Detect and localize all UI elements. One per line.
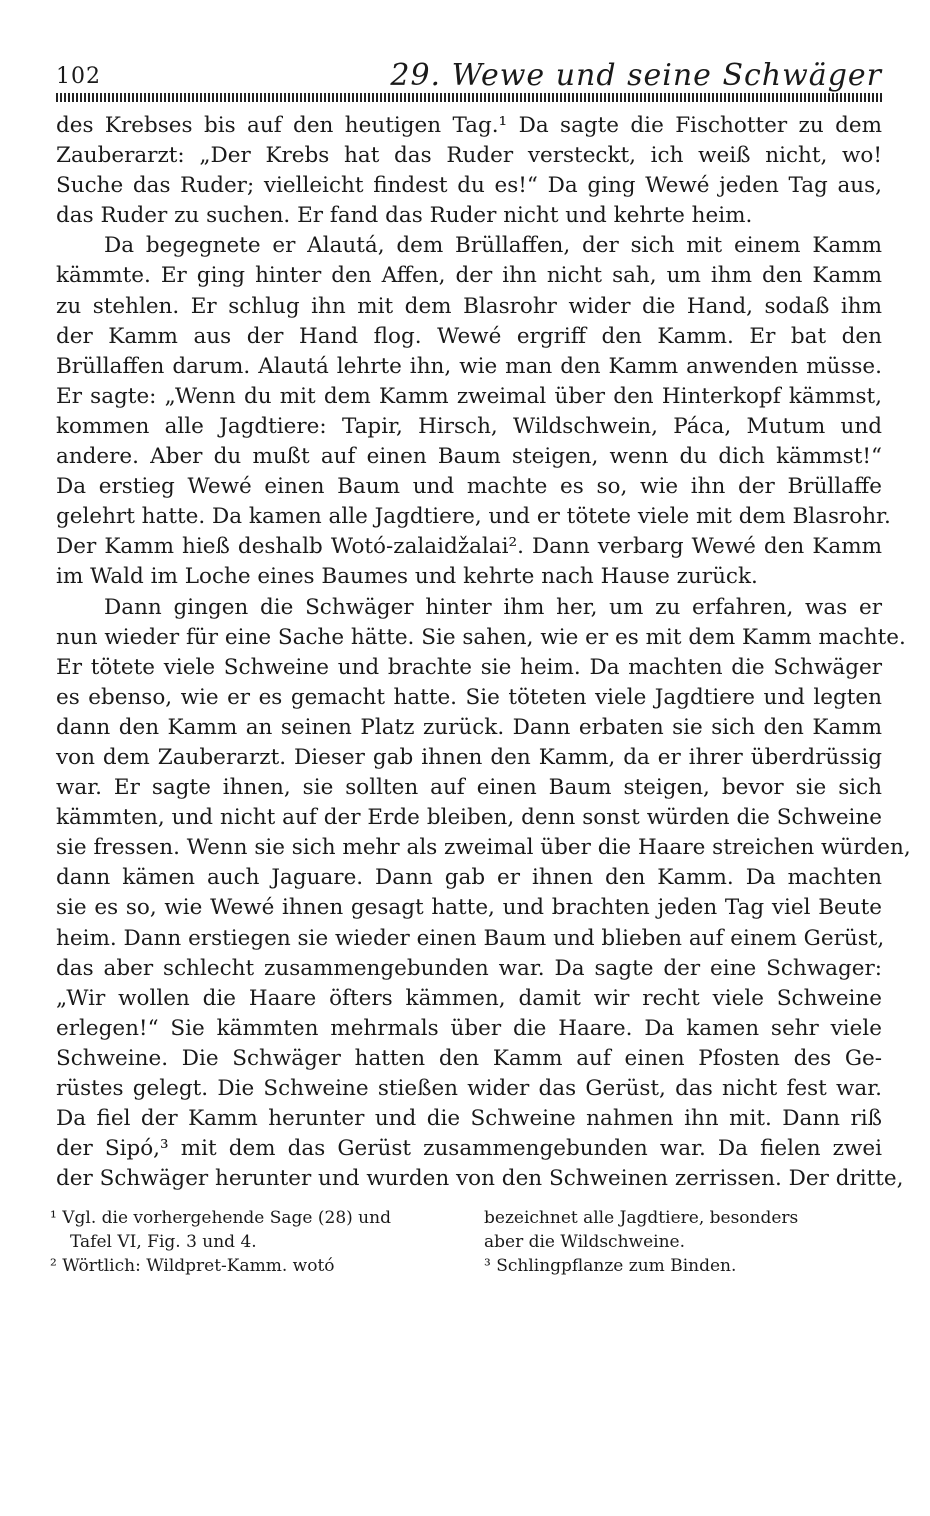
footnote-line: ³ Schlingpflanze zum Binden. — [484, 1256, 737, 1276]
text-line: Da begegnete er Alautá, dem Brüllaffen, der sich mit einem Kamm — [104, 233, 882, 259]
page-header — [56, 58, 882, 93]
footnote-line: ² Wörtlich: Wildpret-Kamm. wotó — [50, 1256, 335, 1276]
text-line: Der Kamm hieß deshalb Wotó-zalaidžalai². Dann verbarg Wewé den Kamm — [56, 534, 882, 560]
text-line: gelehrt hatte. Da kamen alle Jagdtiere, und er tötete viele mit dem Blasrohr. — [56, 504, 891, 530]
text-line: der Sipó,³ mit dem das Gerüst zusammengebunden war. Da fielen zwei — [56, 1136, 882, 1162]
text-line: Suche das Ruder; vielleicht findest du es!“ Da ging Wewé jeden Tag aus, — [56, 173, 882, 199]
text-line: Er sagte: „Wenn du mit dem Kamm zweimal über den Hinterkopf kämmst, — [56, 383, 882, 409]
text-line: war. Er sagte ihnen, sie sollten auf einen Baum steigen, bevor sie sich — [56, 775, 882, 801]
text-line: heim. Dann erstiegen sie wieder einen Baum und blieben auf einem Gerüst, — [56, 925, 885, 951]
text-line: andere. Aber du mußt auf einen Baum steigen, wenn du dich kämmst!“ — [56, 444, 882, 470]
footnote-line: aber die Wildschweine. — [484, 1232, 685, 1252]
text-line: Schweine. Die Schwäger hatten den Kamm auf einen Pfosten des Ge- — [56, 1045, 882, 1071]
running-title: 29. Wewe und seine Schwäger — [390, 58, 882, 93]
text-line: Da fiel der Kamm herunter und die Schweine nahmen ihn mit. Dann riß — [56, 1106, 882, 1132]
text-line: erlegen!“ Sie kämmten mehrmals über die Haare. Da kamen sehr viele — [56, 1015, 882, 1041]
text-line: rüstes gelegt. Die Schweine stießen wider das Gerüst, das nicht fest war. — [56, 1076, 882, 1101]
page-number: 102 — [56, 64, 101, 89]
text-line: kommen alle Jagdtiere: Tapir, Hirsch, Wildschwein, Páca, Mutum und — [56, 413, 882, 439]
text-line: des Krebses bis auf den heutigen Tag.¹ Da sagte die Fischotter zu dem — [56, 113, 882, 138]
text-line: nun wieder für eine Sache hätte. Sie sahen, wie er es mit dem Kamm machte. — [56, 624, 906, 650]
text-line: „Wir wollen die Haare öfters kämmen, damit wir recht viele Schweine — [56, 985, 882, 1011]
footnote-line: ¹ Vgl. die vorhergehende Sage (28) und — [50, 1208, 391, 1228]
text-line: das Ruder zu suchen. Er fand das Ruder nicht und kehrte heim. — [56, 203, 753, 229]
text-line: Dann gingen die Schwäger hinter ihm her, um zu erfahren, was er — [104, 594, 882, 620]
text-line: zu stehlen. Er schlug ihn mit dem Blasrohr wider die Hand, sodaß ihm — [56, 293, 882, 319]
text-line: dann kämen auch Jaguare. Dann gab er ihnen den Kamm. Da machten — [56, 865, 882, 891]
footnote-line: bezeichnet alle Jagdtiere, besonders — [484, 1208, 799, 1228]
text-line: Er tötete viele Schweine und brachte sie heim. Da machten die Schwäger — [56, 654, 882, 680]
footnote-line: Tafel VI, Fig. 3 und 4. — [70, 1232, 257, 1252]
footnotes-right-column — [484, 1206, 884, 1278]
text-line: das aber schlecht zusammengebunden war. Da sagte der eine Schwager: — [56, 955, 882, 981]
text-line: im Wald im Loche eines Baumes und kehrte nach Hause zurück. — [56, 564, 758, 590]
text-line: von dem Zauberarzt. Dieser gab ihnen den Kamm, da er ihrer überdrüssig — [56, 744, 882, 770]
text-line: Brüllaffen darum. Alautá lehrte ihn, wie man den Kamm anwenden müsse. — [56, 353, 882, 379]
text-line: Zauberarzt: „Der Krebs hat das Ruder versteckt, ich weiß nicht, wo! — [56, 143, 882, 169]
text-line: der Schwäger herunter und wurden von den Schweinen zerrissen. Der dritte, — [56, 1166, 904, 1192]
body-text — [56, 111, 911, 1194]
text-line: es ebenso, wie er es gemacht hatte. Sie töteten viele Jagdtiere und legten — [56, 684, 882, 710]
text-line: sie fressen. Wenn sie sich mehr als zweimal über die Haare streichen würden, — [56, 835, 911, 861]
text-line: dann den Kamm an seinen Platz zurück. Dann erbaten sie sich den Kamm — [56, 714, 882, 740]
text-line: kämmten, und nicht auf der Erde bleiben, denn sonst würden die Schweine — [56, 805, 882, 831]
text-line: Da erstieg Wewé einen Baum und machte es so, wie ihn der Brüllaffe — [56, 474, 882, 500]
text-line: sie es so, wie Wewé ihnen gesagt hatte, und brachten jeden Tag viel Beute — [56, 895, 882, 921]
header-rule — [56, 93, 882, 102]
text-line: kämmte. Er ging hinter den Affen, der ihn nicht sah, um ihm den Kamm — [56, 263, 882, 289]
footnotes-left-column — [50, 1206, 460, 1278]
text-line: der Kamm aus der Hand flog. Wewé ergriff den Kamm. Er bat den — [56, 323, 882, 349]
